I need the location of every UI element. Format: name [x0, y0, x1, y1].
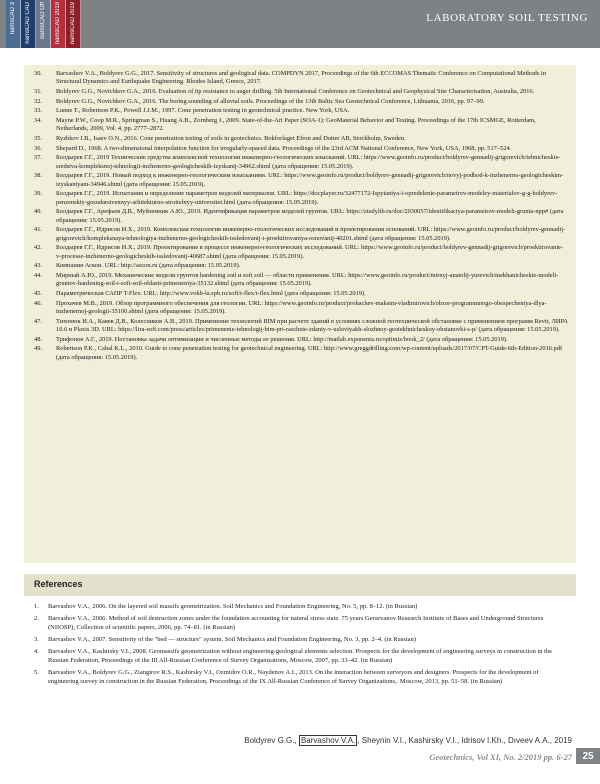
reference-item — [34, 70, 568, 87]
reference-item — [34, 117, 568, 134]
reference-list — [24, 65, 576, 362]
reference-text: Тихонюк И.А., Каяев Д.В., Колесников А.В., 2019. Применение технологий BIM при расчете зданий в условиях сложной геотехнической обстановке с применением программ Revit, ЛИРА 10.6 и Plaxis 3D. URL: https://lira-soft.com/press/articles/primenenie-tehnologij-bim-pri-raschete-zdaniy-v-usloviyakh-slozhnoy-geotekhnicheskoy-obstanovki-s-p/ (дата обращения: 15.05.2019). — [56, 317, 568, 333]
reference-text: Boldyrev G.G., Novichkov G.A., 2016. The boring sounding of alluvial soils. Proceedings of the 13th Baltic Sea Geotechnical Conference, Lithuania, 2016, pp. 97–99. — [56, 97, 485, 105]
reference-text: Barvashov V.A., 2006. Method of soil destruction zones under the foundation accounting for natural stress state. 75 years Gersevanov Research Institute of Bases and Underground Structures (NIIOSP), Collection of scientific papers, 2006, pp. 74–81. (in Russian) — [48, 615, 544, 631]
reference-text: Болдырев Г.Г., Идрисов И.Х., 2019. Комплексная технология инженерно-геологических исследований и проектирования оснований. URL: https://www.geoinfo.ru/product/boldyrev-gennadij-grigorevich/kompleksnaya-tehnologiya-inzhenerno-geologicheskih-issledovanij-i-proektirovaniya-osnovanij-40201.shtml (дата обращения: 15.05.2019). — [56, 226, 566, 242]
reference-text: Robertson P.K., Cabal K.L., 2010. Guide to cone penetration testing for geotechnical engineering. URL: http://www.greggdrilling.com/wp-content/uploads/2017/07/CPT-Guide-6th-Edition-2016.pdf (дата обращения: 15.05.2019). — [56, 345, 563, 361]
reference-number: 36. — [34, 144, 42, 152]
reference-item — [34, 262, 568, 270]
russian-references-box — [24, 65, 576, 563]
reference-number: 47. — [34, 317, 42, 325]
reference-item — [34, 190, 568, 207]
authors-text: Boldyrev G.G., — [244, 736, 299, 745]
reference-number: 32. — [34, 97, 42, 105]
reference-text: Мирный А.Ю., 2019. Механические модели грунтов hardening soil и soft soil — области применения. URL: https://www.geoinfo.ru/product/mirnyj-anatolij-yurevich/mekhanicheskie-modeli-gruntov-hardening-soil-i-soft-soil-oblasti-primeneniya-35132.shtml (дата обращения: 15.05.2019). — [56, 272, 559, 288]
reference-number: 33. — [34, 107, 42, 115]
reference-text: Lunne T., Robertson P.K., Powell J.J.M., 1997. Cone penetration testing in geotechnical practice. New York, USA. — [56, 107, 350, 115]
highlighted-author: Barvashov V.A. — [300, 736, 356, 745]
footer-authors — [244, 736, 572, 745]
reference-item — [34, 172, 568, 189]
reference-number: 43. — [34, 262, 42, 270]
reference-text: Ryzhkov I.B., Isaev O.N., 2016. Cone penetration testing of soils in geotechnics. Bokforlaget Efron and Dotter AB, Stockholm, Sweden. — [56, 135, 406, 143]
journal-citation: Geotechnics, Vol XI, No. 2/2019 pp. 6-27 — [429, 752, 572, 762]
reference-item — [34, 345, 568, 362]
reference-number: 41. — [34, 226, 42, 234]
reference-number: 38. — [34, 172, 42, 180]
reference-number: 2. — [34, 615, 39, 623]
reference-number: 4. — [34, 648, 39, 656]
reference-number: 39. — [34, 190, 42, 198]
reference-number: 40. — [34, 208, 42, 216]
reference-item — [34, 636, 568, 645]
reference-text: Barvashov V.A., Boldyrev G.G., Ziangirov R.S., Kashirsky V.I., Ozmidov O.R., Naydenov A.I., 2013. On the interaction between surveyors and designers. Prospects for the development of engineering survey in construction in the Russian Federation, Proceedings of the IX All-Russian Conference of Survey Organizations,. Moscow, 2013, pp. 51–58. (in Russian) — [48, 669, 539, 685]
section-title: LABORATORY SOIL TESTING — [426, 12, 588, 24]
page-header — [0, 0, 600, 48]
reference-item — [34, 290, 568, 298]
journal-spine: namsCAD 2019 — [66, 0, 81, 48]
reference-number: 31. — [34, 87, 42, 95]
reference-text: Barvashov V.A., 2006. On the layered soil massifs geometrization. Soil Mechanics and Foundation Engineering, No. 5, pp. 8–12. (in Russian) — [48, 603, 418, 610]
reference-item — [34, 244, 568, 261]
reference-text: Болдырев Г.Г., Идрисов И.Х., 2019. Проектирование в процессе инженерно-геологических исследований. URL: https://www.geoinfo.ru/product/boldyrev-gennadij-grigorevich/proektirovanie-v-processe-inzhenerno-geologicheskih-issledovanij-40687.shtml (дата обращения: 15.05.2019). — [56, 244, 564, 260]
reference-text: Параметрическая САПР T-Flex. URL: http://www.vokb-la.spb.ru/soft/t-flex/t-flex.html (дата обращения: 15.05.2019). — [56, 289, 366, 297]
reference-number: 42. — [34, 244, 42, 252]
reference-text: Прохачев М.В., 2019. Обзор программного обеспечения для геологии. URL: https://www.geoinfo.ru/product/prohachev-maksim-vladimirovich/obzor-programmnogo-obespecheniya-dlya-inzhenernoj-geologii-35100.shtml (дата обращения: 15.05.2019). — [56, 299, 547, 315]
reference-item — [34, 98, 568, 106]
reference-number: 48. — [34, 335, 42, 343]
reference-text: Трифонов А.Г., 2019. Постановка задачи оптимизации и численные методы ее решения. URL: http://matlab.exponenta.ru/optimiz/book_2/ (дата обращения: 15.05.2019). — [56, 335, 508, 343]
reference-number: 44. — [34, 272, 42, 279]
reference-number: 3. — [34, 636, 39, 644]
reference-text: Mayne P.W., Coop M.R., Springman S., Huang A.B., Zornberg J., 2009. State-of-the-Art Paper (SOA-1): GeoMaterial Behavior and Testing. Proceedings of the 17th ICSMGE, Rotterdam, Netherlands, 2009, Vol. 4, pp. 2777–2872. — [56, 117, 536, 133]
reference-item — [34, 669, 568, 686]
reference-number: 30. — [34, 70, 42, 77]
reference-number: 34. — [34, 117, 42, 125]
reference-item — [34, 336, 568, 344]
reference-item — [34, 208, 568, 225]
reference-item — [34, 648, 568, 665]
reference-item — [34, 318, 568, 335]
reference-text: Болдырев Г.Г., 2019. Испытания и определение параметров моделей материалов. URL: https://docplayer.ru/32477172-Ispytaniya-i-opredelenie-parametrov-modeley-materialov-g-g-boldyrev-penzenskiy-gosudarstvennyy-arhitekturno-stroitelnyy-universitet.html (дата обращения: 15.05.2019). — [56, 190, 558, 206]
reference-text: Болдырев Г.Г., 2019 Технические средства комплексной технологии инженерно-геологических изысканий. URL: https://www.geoinfo.ru/product/boldyrev-gennadij-grigorevich/tehnicheskie-sredstva-kompleksnoj-tehnologii-inzhenerno-geologicheskih-izyskanij-34962.shtml (дата обращения: 15.05.2019). — [56, 154, 561, 170]
english-reference-list — [24, 603, 576, 690]
reference-number: 5. — [34, 669, 39, 677]
reference-item — [34, 107, 568, 115]
reference-item — [34, 88, 568, 96]
reference-item — [34, 135, 568, 143]
reference-text: Barvashov V.A., 2007. Sensitivity of the "bed — structure" system. Soil Mechanics and Foundation Engineering, No. 3, pp. 2–4. (in Russian) — [48, 636, 416, 644]
journal-spine: namsCAD Off — [36, 0, 51, 48]
reference-text: Болдырев Г.Г., Арефьев Д.В., Муйземник А.Ю., 2019. Идентификация параметров моделей грунтов. URL: https://studylib.ru/doc/2030057/identifikaciya-parametrov-modeli-grunta-npp# (дата обращения: 15.05.2019). — [56, 208, 564, 224]
authors-text: , Sheynin V.I., Kashirsky V.I., Idrisov I.Kh., Dıveev A.A., 2019 — [357, 736, 572, 745]
journal-spine: namsCAD 2019 — [51, 0, 66, 48]
references-heading: References — [34, 579, 83, 589]
journal-spine: namsCAD 3 — [6, 0, 21, 48]
reference-text: Shepard D., 1968. A two-dimensional interpolation function for irregularly-spaced data. Proceedings of the 23rd ACM National Conference, New York, USA, 1968, pp. 517–524. — [56, 144, 512, 152]
journal-spines-thumbnail — [6, 0, 81, 48]
reference-text: Barvashov V.A., Kashirsky V.I., 2008. Geomassifs geometrization without engineering-geological elements selection. Prospects for the development of engineering surveys in construction in the Russian Federation, Proceedings of the III All-Russian Conference of Survey Organizations, Moscow, 2007, pp. 33–42. (in Russian) — [48, 648, 553, 664]
reference-number: 1. — [34, 603, 39, 610]
reference-text: Болдырев Г.Г., 2019. Новый подход к инженерно-геологическим изысканиям. URL: https://www.geoinfo.ru/product/boldyrev-gennadij-grigorevich/novyj-podhod-k-inzhenerno-geologicheskim-izyskaniyam-34946.shtml (дата обращения: 15.05.2019). — [56, 172, 564, 188]
reference-item — [34, 154, 568, 171]
reference-number: 35. — [34, 135, 42, 143]
page-number: 25 — [576, 748, 600, 764]
reference-number: 49. — [34, 345, 42, 353]
reference-text: Boldyrev G.G., Novichkov G.A., 2016. Evaluation of tip resistance to auger drilling. 5th International Conference on Geotechnical and Geophysical Site Characterisation, Australia, 2016. — [56, 87, 535, 95]
reference-text: Компания Аскон. URL: http://ascon.ru (дата обращения: 15.05.2019). — [56, 262, 241, 270]
reference-item — [34, 145, 568, 153]
reference-item — [34, 615, 568, 632]
reference-item — [34, 603, 568, 612]
reference-item — [34, 226, 568, 243]
reference-item — [34, 300, 568, 317]
reference-text: Barvashov V.A., Boldyrev G.G., 2017. Sensitivity of structures and geological data. COMPDYN 2017, Proceedings of the 6th ECCOMAS Thematic Conference on Computational Methods in Structural Dynamics and Earthquake Engineering. Rhodes Island, Greece, 2017. — [56, 70, 546, 86]
reference-number: 45. — [34, 289, 42, 297]
reference-item — [34, 272, 568, 289]
journal-spine: namsCAD CAD — [21, 0, 36, 48]
reference-number: 37. — [34, 154, 42, 162]
reference-number: 46. — [34, 299, 42, 307]
references-heading-band — [24, 574, 576, 596]
